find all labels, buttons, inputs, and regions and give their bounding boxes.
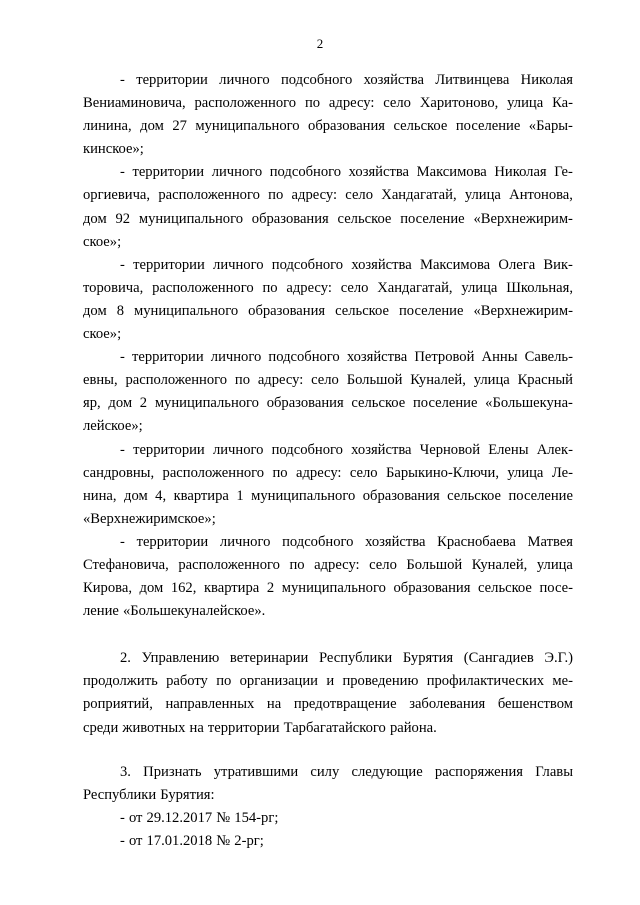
text-line: - территории личного подсобного хозяйства Максимова Николая Ге- [120,164,573,181]
document-body [83,69,573,853]
text-line: линина, дом 27 муниципального образования сельское поселение «Бары- [83,118,573,135]
paragraph-gap [83,623,573,647]
text-line: роприятий, направленных на предотвращение заболевания бешенством [83,696,573,713]
text-line: дом 92 муниципального образования сельское поселение «Верхнежирим- [83,210,573,227]
text-line: евны, расположенного по адресу: село Большой Куналей, улица Красный [83,372,573,389]
text-line: среди животных на территории Тарбагатайского района. [83,719,437,736]
text-line: кинское»; [83,141,144,158]
text-line: ское»; [83,326,122,343]
text-line: - территории личного подсобного хозяйства Максимова Олега Вик- [120,256,573,273]
text-line: Республики Бурятия: [83,786,215,803]
text-line: - территории личного подсобного хозяйства Черновой Елены Алек- [120,441,573,458]
text-line: 2. Управлению ветеринарии Республики Бурятия (Сангадиев Э.Г.) [120,650,573,667]
text-line: ление «Большекуналейское». [83,603,266,620]
text-line: - территории личного подсобного хозяйства Литвинцева Николая [120,72,573,88]
text-line: Кирова, дом 162, квартира 2 муниципального образования сельское посе- [83,580,573,597]
text-line: 3. Признать утратившими силу следующие распоряжения Главы [120,763,573,780]
text-line: Вениаминовича, расположенного по адресу: село Харитоново, улица Ка- [83,95,573,112]
text-line: ское»; [83,233,122,250]
text-line: - территории личного подсобного хозяйства Краснобаева Матвея [120,533,573,550]
text-line: сандровны, расположенного по адресу: село Барыкино-Ключи, улица Ле- [83,464,573,481]
text-line: - территории личного подсобного хозяйства Петровой Анны Савель- [120,349,573,366]
text-line: яр, дом 2 муниципального образования сельское поселение «Большекуна- [83,395,573,412]
text-line: нина, дом 4, квартира 1 муниципального образования сельское поселение [83,487,573,504]
text-line: оргиевича, расположенного по адресу: село Хандагатай, улица Антонова, [83,187,573,204]
text-line: дом 8 муниципального образования сельское поселение «Верхнежирим- [83,302,573,319]
text-line: торовича, расположенного по адресу: село Хандагатай, улица Школьная, [83,279,573,296]
text-line: «Верхнежиримское»; [83,510,216,527]
text-line: - от 17.01.2018 № 2-рг; [120,832,264,849]
page-number: 2 [316,36,324,51]
text-line: Стефановича, расположенного по адресу: село Большой Куналей, улица [83,556,573,573]
text-line: продолжить работу по организации и проведению профилактических ме- [83,673,573,690]
text-line: лейское»; [83,418,143,435]
text-line: - от 29.12.2017 № 154-рг; [120,809,279,826]
paragraph-gap [83,740,573,761]
